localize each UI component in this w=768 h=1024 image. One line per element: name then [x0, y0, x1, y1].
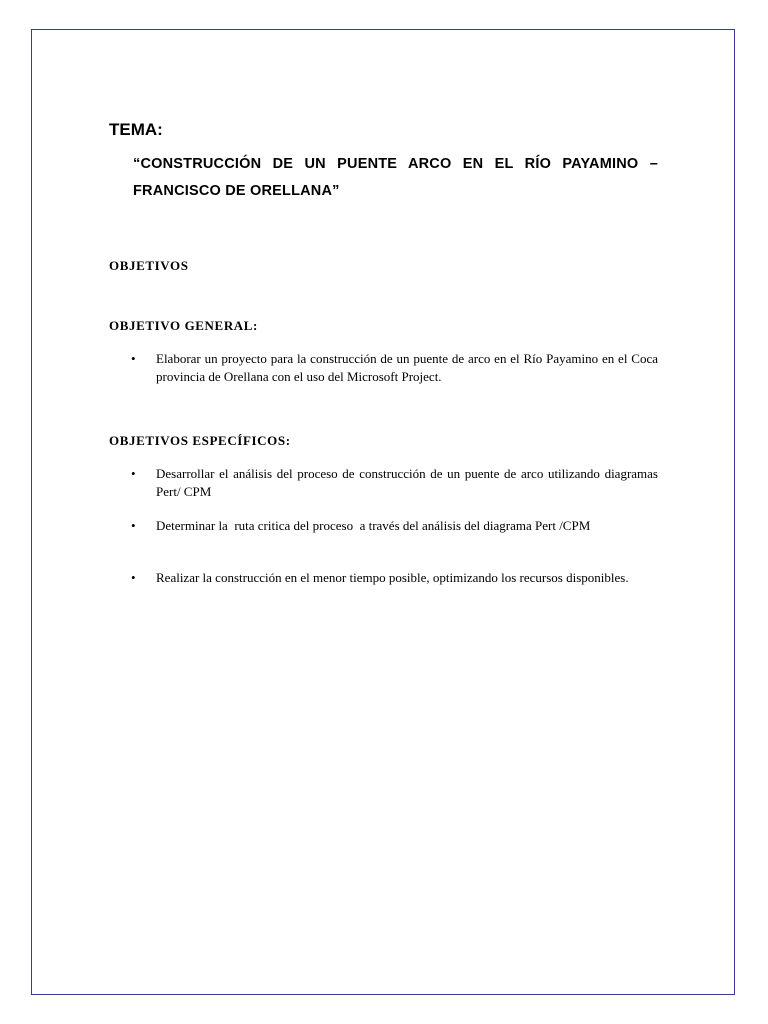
- list-item-text: Elaborar un proyecto para la construcción de un puente de arco en el Río Payamino en el Coca provincia de Orellana con el uso del Microsoft Project.: [156, 351, 658, 384]
- objetivos-especificos-heading: OBJETIVOS ESPECÍFICOS:: [109, 433, 291, 448]
- list-item-especifico-3: [131, 569, 658, 587]
- bullet-icon: •: [131, 518, 136, 533]
- list-item-text: Realizar la construcción en el menor tiempo posible, optimizando los recursos disponibles.: [156, 570, 629, 585]
- bullet-icon: •: [131, 570, 136, 585]
- bullet-icon: •: [131, 466, 136, 481]
- list-item-general-1: [131, 350, 658, 386]
- list-item-text: Desarrollar el análisis del proceso de construcción de un puente de arco utilizando diagramas Pert/ CPM: [156, 466, 658, 499]
- list-item-text: Determinar la ruta critica del proceso a través del análisis del diagrama Pert /CPM: [156, 518, 591, 533]
- tema-label: TEMA:: [109, 120, 163, 139]
- list-item-especifico-2: [131, 517, 658, 535]
- bullet-icon: •: [131, 351, 136, 366]
- document-title: “CONSTRUCCIÓN DE UN PUENTE ARCO EN EL RÍO PAYAMINO – FRANCISCO DE ORELLANA”: [133, 156, 658, 199]
- objetivos-heading: OBJETIVOS: [109, 258, 189, 273]
- list-item-especifico-1: [131, 465, 658, 501]
- objetivo-general-heading: OBJETIVO GENERAL:: [109, 318, 258, 333]
